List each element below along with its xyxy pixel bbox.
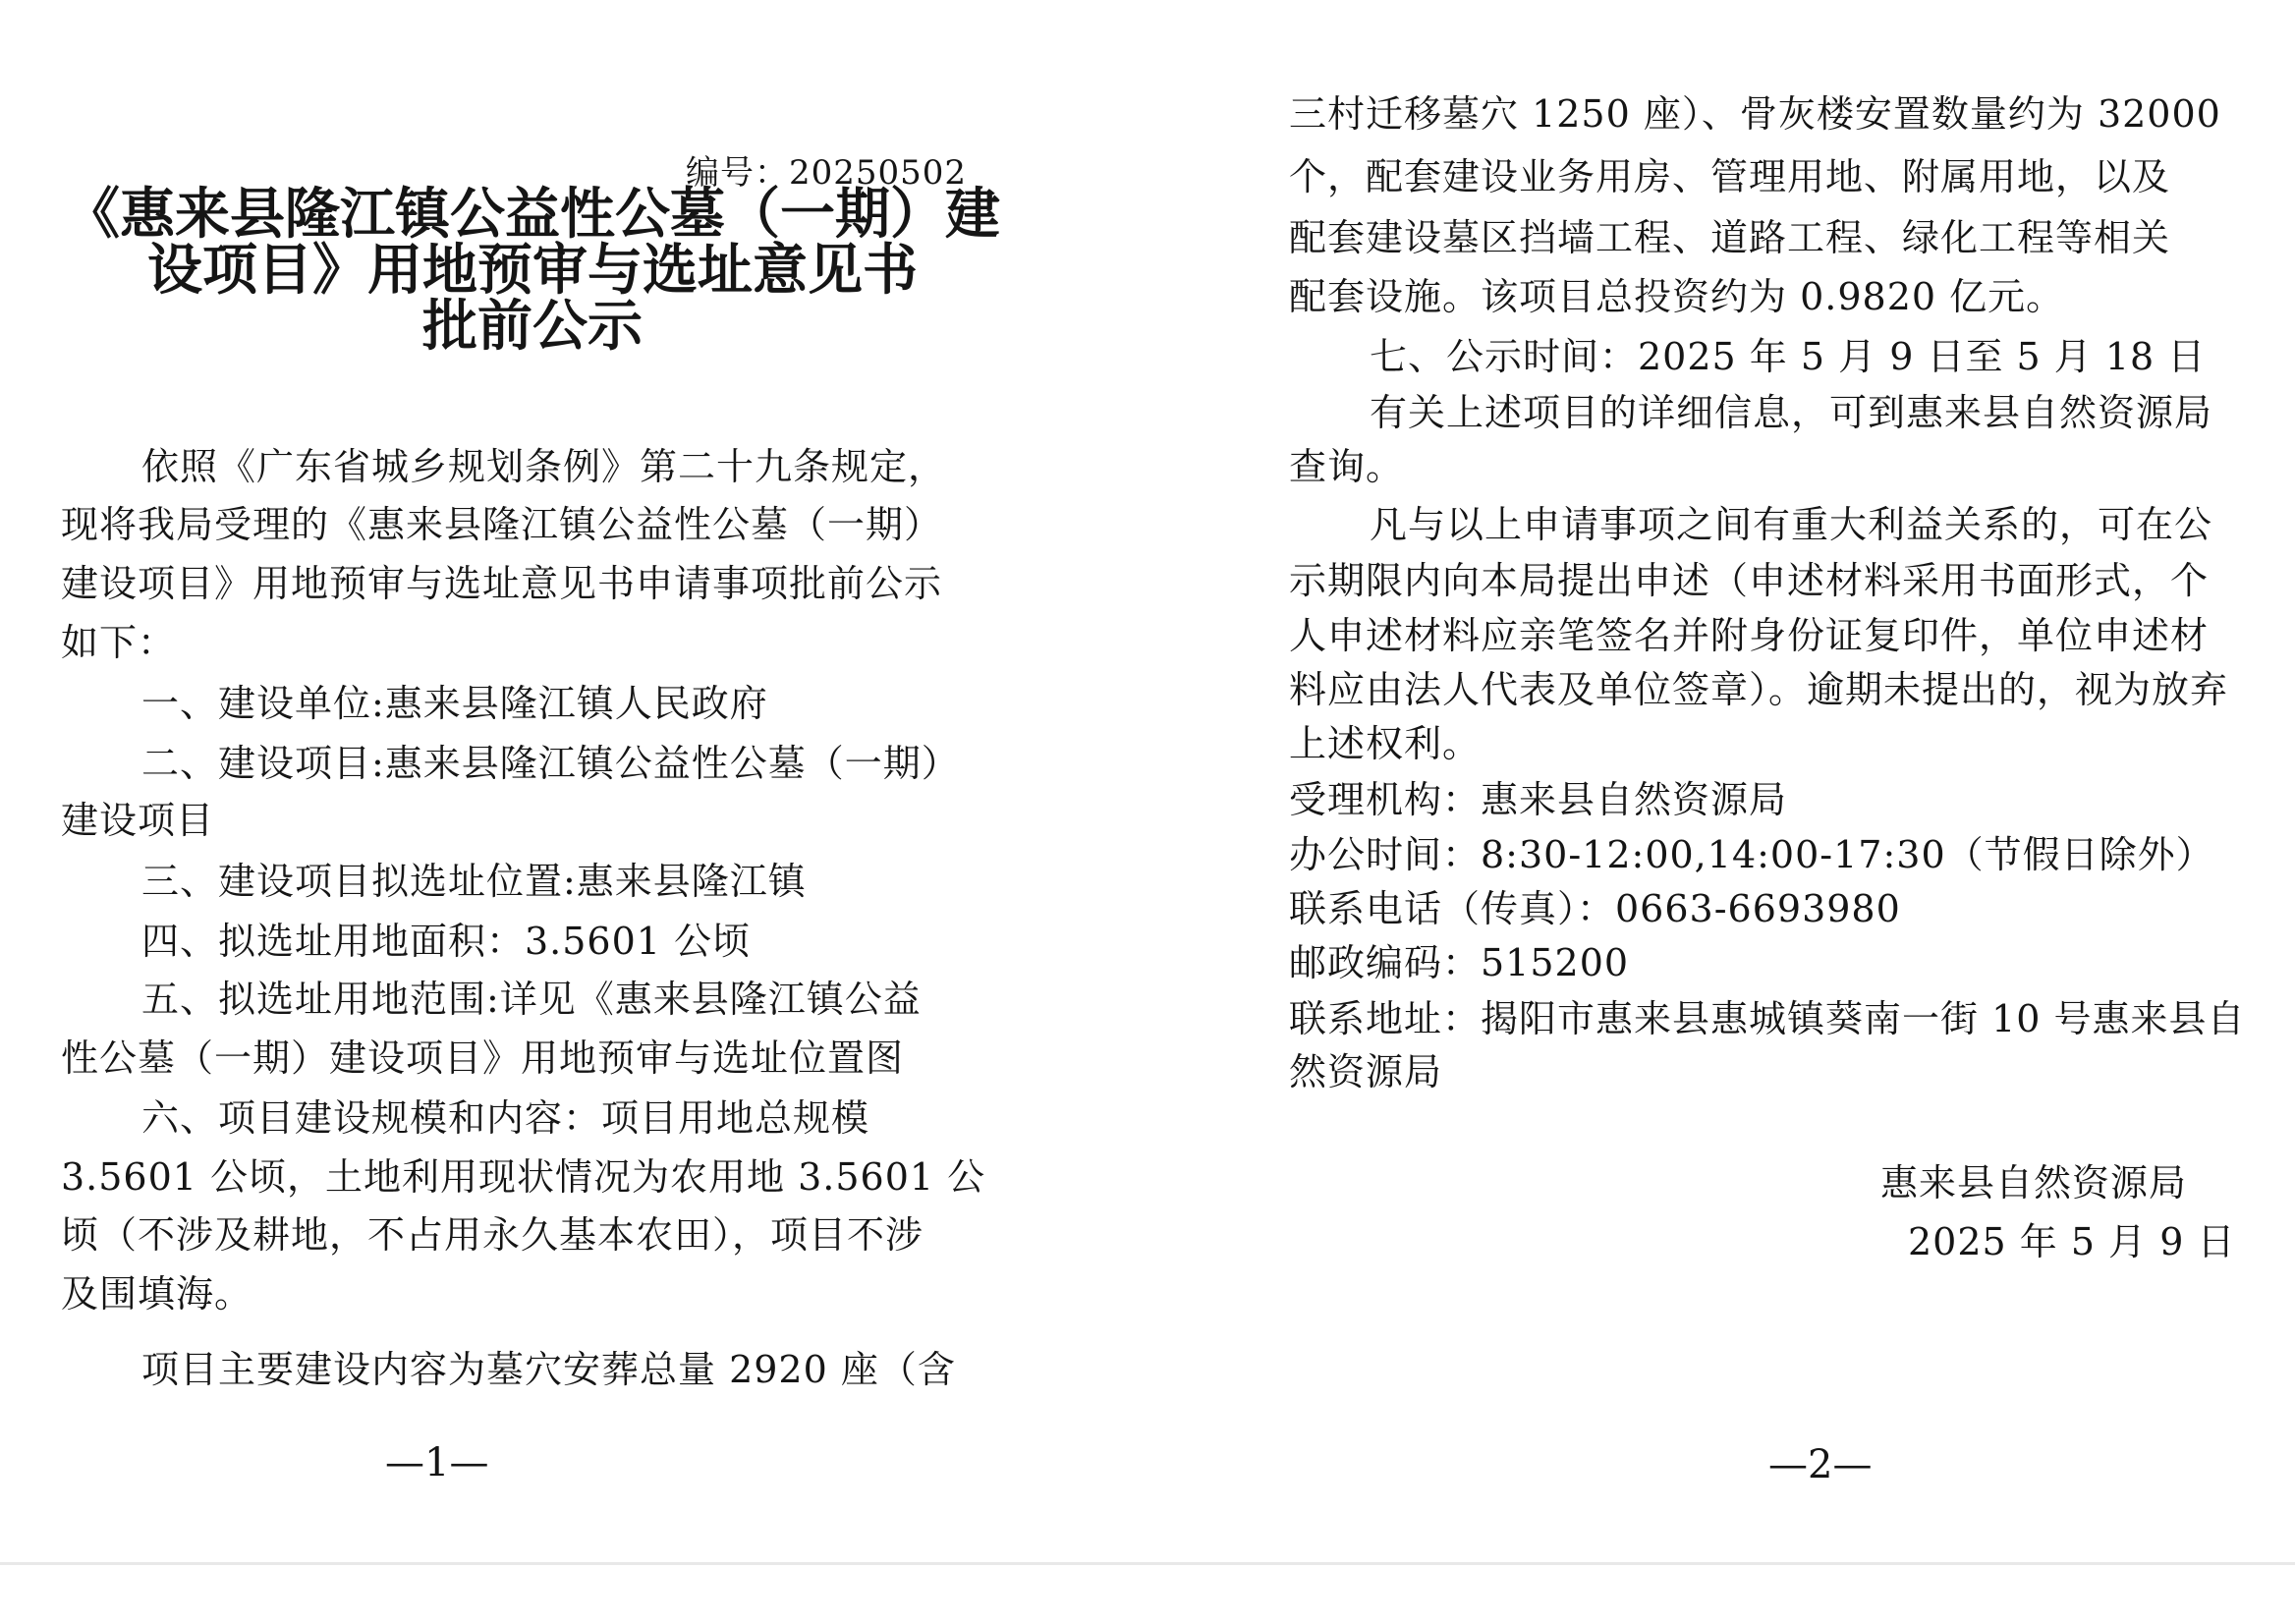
address-line-continued: 然资源局 [1289,1050,1443,1093]
body-line: 三村迁移墓穴 1250 座）、骨灰楼安置数量约为 32000 [1289,92,2221,136]
body-line: 七、公示时间：2025 年 5 月 9 日至 5 月 18 日 [1370,335,2207,378]
body-line: 人申述材料应亲笔签名并附身份证复印件，单位申述材 [1289,614,2210,657]
body-line: 有关上述项目的详细信息，可到惠来县自然资源局 [1370,391,2213,434]
page-number: —1— [385,1440,489,1485]
body-line: 查询。 [1289,445,1405,488]
body-line: 配套建设墓区挡墙工程、道路工程、绿化工程等相关 [1289,216,2171,259]
body-line: 上述权利。 [1289,722,1482,765]
body-line: 一、建设单位:惠来县隆江镇人民政府 [141,682,768,725]
document-number: 编号：20250502 [686,153,968,193]
body-line: 三、建设项目拟选址位置:惠来县隆江镇 [141,860,807,903]
body-line: 五、拟选址用地范围:详见《惠来县隆江镇公益 [141,978,922,1021]
body-line: 六、项目建设规模和内容：项目用地总规模 [141,1096,870,1140]
address-line: 联系地址：揭阳市惠来县惠城镇葵南一街 10 号惠来县自 [1289,997,2246,1040]
body-line: 凡与以上申请事项之间有重大利益关系的，可在公 [1370,503,2213,546]
body-line: 3.5601 公顷，土地利用现状情况为农用地 3.5601 公 [61,1155,986,1199]
right-page [1148,0,2295,1624]
body-line: 四、拟选址用地面积：3.5601 公顷 [141,920,752,963]
notice-title [61,183,1004,359]
body-line: 顷（不涉及耕地，不占用永久基本农田），项目不涉 [61,1213,924,1257]
body-line: 示期限内向本局提出申述（申述材料采用书面形式，个 [1289,559,2210,602]
title-line-3: 批前公示 [422,295,643,359]
body-line: 及围填海。 [61,1272,253,1316]
signature-date: 2025 年 5 月 9 日 [1908,1220,2236,1263]
page-number: —2— [1768,1442,1873,1487]
scan-edge-divider [0,1562,2295,1565]
phone-line: 联系电话（传真）：0663-6693980 [1289,887,1901,930]
body-line: 建设项目 [61,799,215,842]
body-line: 现将我局受理的《惠来县隆江镇公益性公墓（一期） [61,503,943,546]
body-line: 配套设施。该项目总投资约为 0.9820 亿元。 [1289,275,2065,318]
signature-organization: 惠来县自然资源局 [1880,1161,2188,1204]
body-line: 依照《广东省城乡规划条例》第二十九条规定， [141,445,947,488]
title-line-1: 《惠来县隆江镇公益性公墓（一期）建 [65,183,1000,247]
body-line: 建设项目》用地预审与选址意见书申请事项批前公示 [61,562,943,605]
body-line: 个，配套建设业务用房、管理用地、附属用地，以及 [1289,155,2171,198]
body-line: 项目主要建设内容为墓穴安葬总量 2920 座（含 [141,1348,956,1391]
body-line: 性公墓（一期）建设项目》用地预审与选址位置图 [61,1036,905,1080]
body-line: 料应由法人代表及单位签章）。逾期未提出的，视为放弃 [1289,668,2229,711]
body-line: 如下： [61,621,177,664]
agency-line: 受理机构：惠来县自然资源局 [1289,778,1788,821]
title-line-2: 设项目》用地预审与选址意见书 [147,239,918,303]
postcode-line: 邮政编码：515200 [1289,941,1630,984]
office-hours-line: 办公时间：8:30-12:00,14:00-17:30（节假日除外） [1289,833,2214,876]
body-line: 二、建设项目:惠来县隆江镇公益性公墓（一期） [141,742,960,785]
